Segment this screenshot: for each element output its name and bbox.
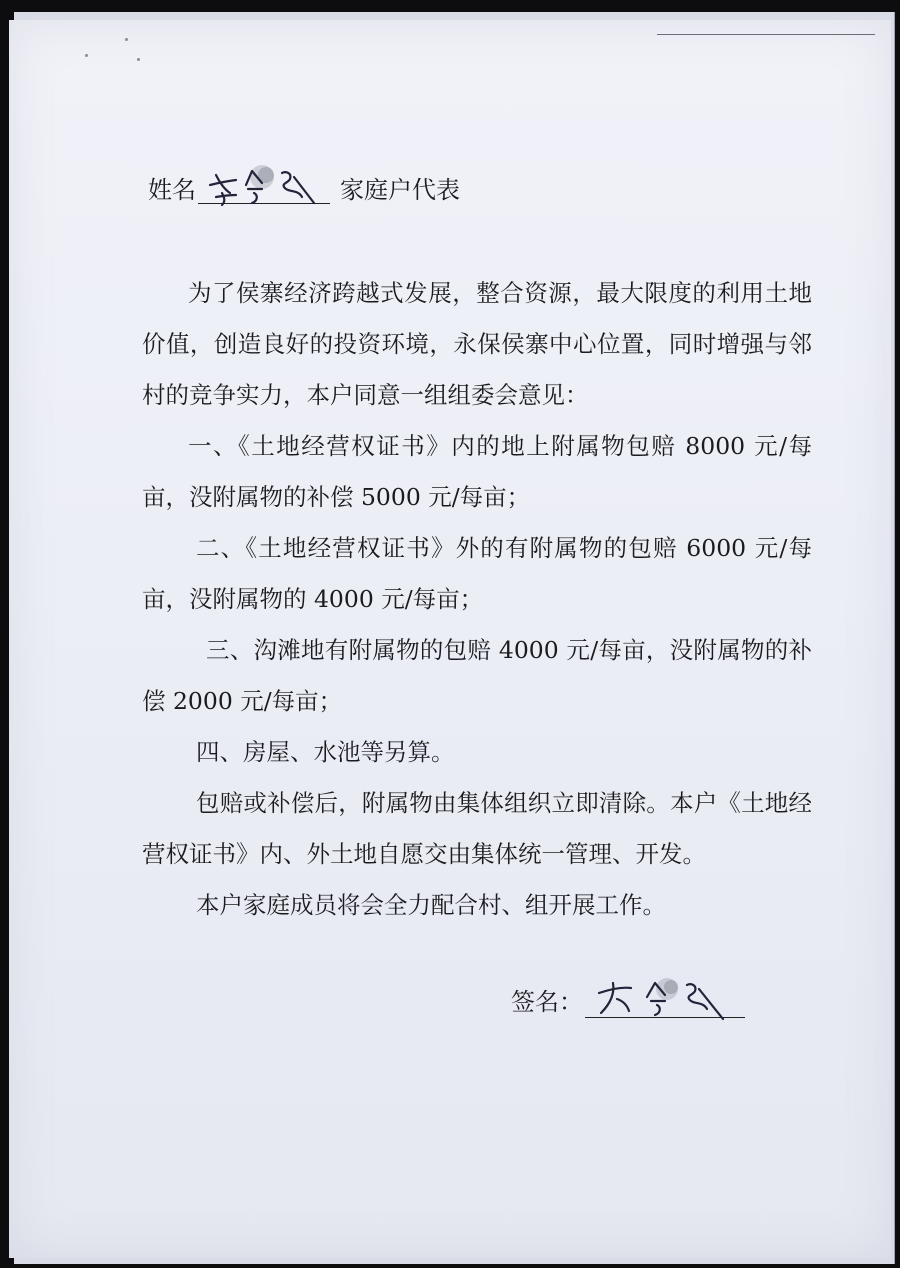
name-label: 姓名 [148,176,196,204]
name-line [148,170,460,205]
signature-field [585,987,745,1018]
document-body [142,268,812,931]
document-page [9,20,891,1258]
cooperation-paragraph: 本户家庭成员将会全力配合村、组开展工作。 [196,891,666,919]
top-rule [657,34,875,35]
signature-label: 签名： [511,988,583,1016]
handwritten-name-signature [202,163,326,209]
paper-speck [85,54,88,57]
paper-speck [137,58,140,61]
handwritten-signature [591,975,741,1021]
role-label: 家庭户代表 [340,176,460,204]
clearance-paragraph: 包赔或补偿后，附属物由集体组织立即清除。本户《土地经营权证书》内、外土地自愿交由集体统一管理、开发。 [142,789,812,868]
clause-three: 三、沟滩地有附属物的包赔 4000 元/每亩，没附属物的补偿 2000 元/每亩； [142,636,812,715]
clause-one: 一、《土地经营权证书》内的地上附属物包赔 8000 元/每亩，没附属物的补偿 5000 元/每亩； [142,432,812,511]
clause-four: 四、房屋、水池等另算。 [196,738,455,766]
intro-paragraph: 为了侯寨经济跨越式发展，整合资源，最大限度的利用土地价值，创造良好的投资环境，永保侯寨中心位置，同时增强与邻村的竞争实力，本户同意一组组委会意见： [142,279,812,409]
paper-speck [125,38,128,41]
signature-line [511,982,745,1018]
clause-two: 二、《土地经营权证书》外的有附属物的包赔 6000 元/每亩，没附属物的 4000 元/每亩； [142,534,812,613]
name-field [198,173,330,204]
